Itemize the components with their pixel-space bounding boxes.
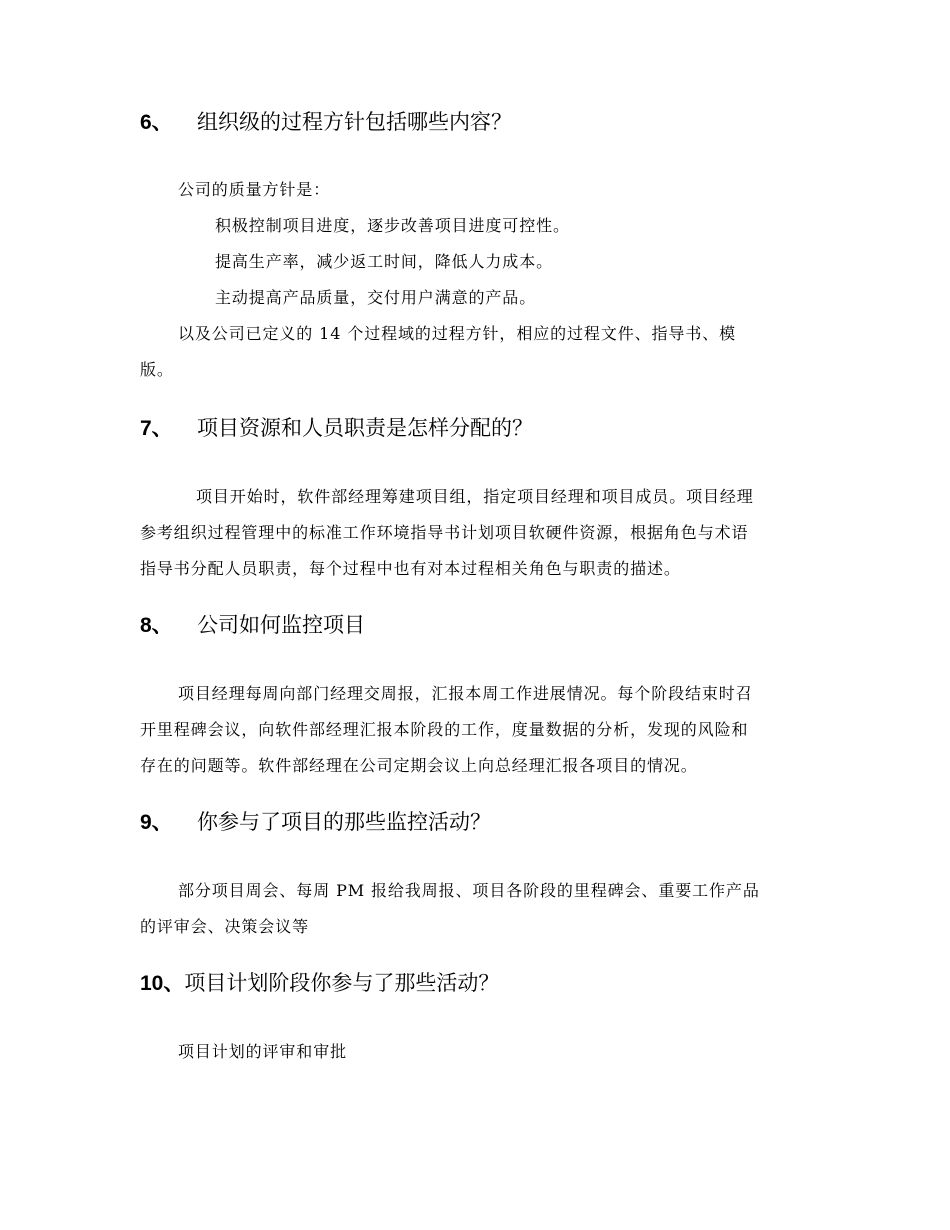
section-heading-9 — [140, 808, 491, 837]
section-number: 8、 — [140, 614, 173, 637]
section-number: 10、 — [140, 972, 185, 995]
paragraph-line: 以及公司已定义的 14 个过程域的过程方针，相应的过程文件、指导书、模 — [178, 324, 737, 343]
section-title: 项目计划阶段你参与了那些活动？ — [184, 971, 500, 995]
section-8-body — [140, 676, 753, 784]
paragraph-line: 参考组织过程管理中的标准工作环境指导书计划项目软硬件资源，根据角色与术语 — [140, 523, 749, 542]
section-number: 7、 — [140, 417, 173, 440]
policy-item: 提高生产率，减少返工时间，降低人力成本。 — [215, 252, 554, 271]
section-number: 6、 — [140, 111, 173, 134]
paragraph-line: 项目经理每周向部门经理交周报，汇报本周工作进展情况。每个阶段结束时召 — [178, 684, 753, 703]
section-6-body — [140, 172, 736, 388]
section-7-body — [140, 479, 754, 587]
paragraph-line: 版。 — [140, 360, 174, 379]
paragraph-line: 存在的问题等。软件部经理在公司定期会议上向总经理汇报各项目的情况。 — [140, 756, 698, 775]
section-heading-6 — [140, 108, 512, 137]
paragraph-line: 项目开始时，软件部经理筹建项目组，指定项目经理和项目成员。项目经理 — [196, 487, 754, 506]
paragraph-line: 项目计划的评审和审批 — [178, 1042, 348, 1061]
section-10-body — [140, 1034, 347, 1070]
section-title: 公司如何监控项目 — [197, 613, 365, 637]
section-number: 9、 — [140, 811, 173, 834]
section-heading-10 — [140, 969, 499, 998]
paragraph-line: 开里程碑会议，向软件部经理汇报本阶段的工作，度量数据的分析，发现的风险和 — [140, 720, 749, 739]
policy-item: 主动提高产品质量，交付用户满意的产品。 — [215, 288, 537, 307]
section-heading-7 — [140, 414, 533, 443]
paragraph-line: 公司的质量方针是： — [178, 180, 331, 199]
section-title: 项目资源和人员职责是怎样分配的？ — [197, 416, 533, 440]
paragraph-line: 的评审会、决策会议等 — [140, 917, 310, 936]
section-heading-8 — [140, 611, 365, 640]
section-9-body — [140, 873, 760, 945]
paragraph-line: 部分项目周会、每周 PM 报给我周报、项目各阶段的里程碑会、重要工作产品 — [178, 881, 760, 900]
paragraph-line: 指导书分配人员职责，每个过程中也有对本过程相关角色与职责的描述。 — [140, 559, 681, 578]
section-title: 你参与了项目的那些监控活动？ — [197, 810, 491, 834]
policy-item: 积极控制项目进度，逐步改善项目进度可控性。 — [215, 216, 570, 235]
section-title: 组织级的过程方针包括哪些内容？ — [197, 110, 512, 134]
